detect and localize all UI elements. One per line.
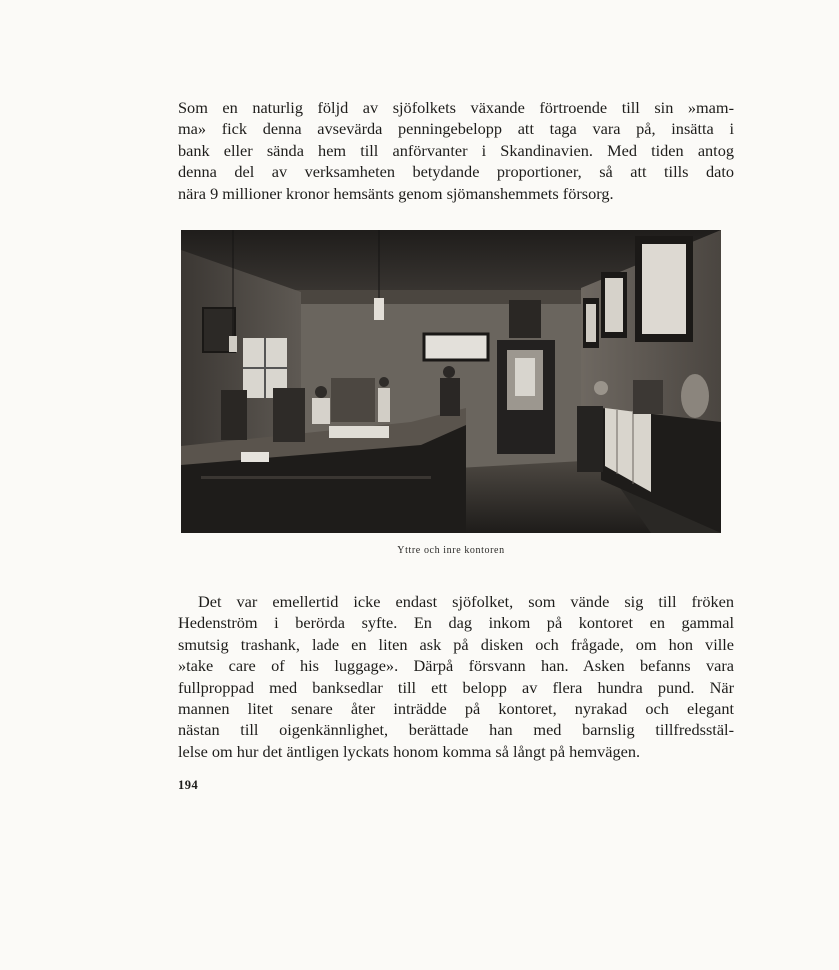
text-line: Som en naturlig följd av sjöfolkets växande förtroende till sin »mam- (178, 98, 734, 117)
text-line: lelse om hur det äntligen lyckats honom komma så långt på hemvägen. (178, 741, 641, 761)
paragraph-2 (178, 591, 734, 762)
text-line: mannen litet senare åter inträdde på kontoret, nyrakad och elegant (178, 699, 734, 719)
text-line: denna del av verksamheten betydande proportioner, så att tills dato (178, 162, 734, 182)
text-line: bank eller sända hem till anförvanter i Skandinavien. Med tiden antog (178, 140, 734, 160)
text-line: ma» fick denna avsevärda penningebelopp att taga vara på, insätta i (178, 119, 734, 139)
paragraph-1 (178, 97, 734, 204)
text-line: Hedenström i berörda syfte. En dag inkom på kontoret en gammal (178, 613, 734, 633)
text-line: nära 9 millioner kronor hemsänts genom sjömanshemmets försorg. (178, 183, 614, 203)
photo-caption: Yttre och inre kontoren (397, 545, 505, 556)
text-line: smutsig trashank, lade en liten ask på disken och frågade, om hon ville (178, 634, 734, 654)
office-photograph (181, 230, 721, 533)
office-photo-drawing (181, 230, 721, 533)
text-line: fullproppad med banksedlar till ett belopp av flera hundra pund. När (178, 677, 734, 697)
page-number: 194 (178, 778, 199, 792)
text-line: »take care of his luggage». Därpå försvann han. Asken befanns vara (178, 656, 734, 676)
text-line: Det var emellertid icke endast sjöfolket, som vände sig till fröken (198, 592, 734, 611)
text-line: nästan till oigenkännlighet, berättade han med barnslig tillfredsstäl- (178, 720, 734, 740)
